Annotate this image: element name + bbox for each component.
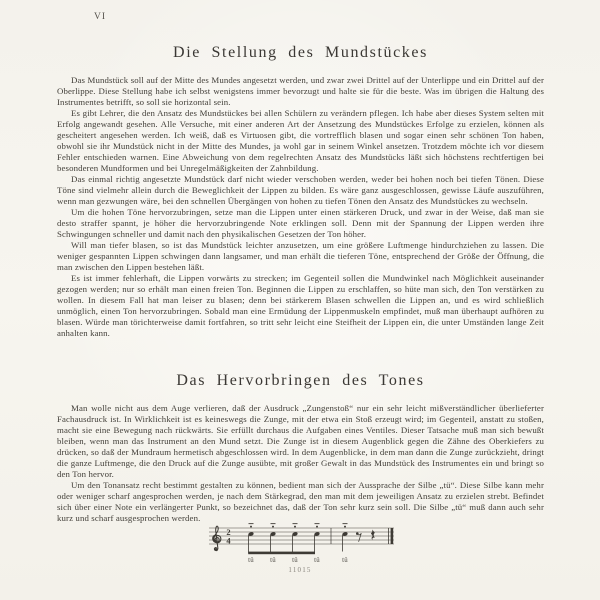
staff-lines (209, 528, 394, 544)
svg-text:4: 4 (226, 535, 231, 546)
treble-clef-icon (213, 526, 221, 550)
page-content (57, 0, 544, 524)
body-paragraph: Es ist immer fehlerhaft, die Lippen vorwärts zu strecken; im Gegenteil sollen die Mundwinkel nach Möglichkeit auseinander gezogen werden; nur so erhält man einen freien Ton. Beginnen die Lippen zu erschlaffen, so hüte man sich, den Ton verstärken zu wollen. In diesem Fall hat man leiser zu blasen; denn bei stärkerem Blasen schwellen die Lippen an, und es wird schließlich unmöglich, einen Ton hervorzubringen. Sobald man eine Ermüdung der Lippenmuskeln empfindet, muß man überhaupt aufhören zu blasen. Würde man törichterweise damit fortfahren, so tritt sehr leicht eine Steifheit der Lippen ein, die unter Umständen lange Zeit anhalten kann. (57, 273, 544, 338)
syllable-label: tü (314, 557, 320, 564)
staccato-marks (249, 523, 320, 527)
section-heading-tone-production: Das Hervorbringen des Tones (176, 372, 425, 389)
svg-text:2: 2 (226, 527, 231, 538)
body-paragraph: Will man tiefer blasen, so ist das Mundstück leichter anzusetzen, um eine größere Luftmenge hindurchziehen zu lassen. Die weniger gespannten Lippen schwingen dann langsamer, und man erhält die tieferen Töne, entsprechend der Größe der Öffnung, die man zwischen den Lippen bestehen läßt. (57, 240, 544, 272)
page-number: VI (94, 12, 107, 22)
body-paragraph: Das einmal richtig angesetzte Mundstück darf nicht wieder verschoben werden, weder bei hohen noch bei tiefen Tönen. Diese Töne sind vielmehr allein durch die Beweglichkeit der Lippen zu bilden. Es wäre ganz ausgeschlossen, gewisse Läufe auszuführen, wenn man gezwungen wäre, bei den schnellen Übergängen von hohen zu tiefen Tönen den Ansatz des Mundstückes zu wechseln. (57, 174, 544, 206)
syllable-label: tü (342, 557, 348, 564)
syllable-label: tü (270, 557, 276, 564)
body-paragraph: Man wolle nicht aus dem Auge verlieren, daß der Ausdruck „Zungenstoß“ nur ein sehr leicht mißverständlicher überlieferter Fachausdruck ist. In Wirklichkeit ist es keineswegs die Zunge, mit der etwa ein Stoß erzeugt wird; im Gegenteil, anstatt zu stoßen, macht sie eine Bewegung nach rückwärts. Sie erfüllt durchaus die Aufgaben eines Ventiles. Dieser Tatsache muß man sich bewußt bleiben, wenn man das Instrument an den Mund setzt. Die Zunge ist in diesem Augenblick gegen die Zähne des Oberkiefers zu drücken, so daß der Mundraum hermetisch abgeschlossen wird. In dem Augenblicke, in dem man dann die Zunge zurückzieht, dringt die ganze Luftmenge, die den Druck auf die Zunge ausübte, mit großer Gewalt in das Mundstück des Instrumentes ein und bringt so den Ton hervor. (57, 403, 544, 479)
quarter-rest-icon (371, 530, 375, 541)
quarter-note (342, 523, 348, 551)
syllable-label: tü (248, 557, 254, 564)
body-paragraph: Das Mundstück soll auf der Mitte des Mundes angesetzt werden, und zwar zwei Drittel auf der Unterlippe und ein Drittel auf der Oberlippe. Diese Stellung habe ich selbst wenigstens immer bevorzugt und halte sie für die beste. Was im übrigen die Haltung des Instrumentes betrifft, so soll sie horizontal sein. (57, 75, 544, 107)
body-paragraph: Es gibt Lehrer, die den Ansatz des Mundstückes bei allen Schülern zu verändern pflegen. Ich habe aber dieses System selten mit Erfolg angewandt gesehen. Alle Versuche, mit einer anderen Art der Ansetzung des Mundstückes Erfolge zu erzielen, können als gescheitert angesehen werden. Ich weiß, daß es Virtuosen gibt, die vortrefflich blasen und sogar einen sehr schönen Ton haben, obwohl sie ihr Mundstück nicht in der Mitte des Mundes, ja wohl gar in seinem Winkel ansetzen. Trotzdem möchte ich vor diesem Fehler entschieden warnen. Eine Abweichung von dem regelrechten Ansatz des Mundstücks läßt sich höchstens rechtfertigen bei besonderen Mundformen und bei Unregelmäßigkeiten der Zahnbildung. (57, 108, 544, 173)
body-paragraph: Um den Tonansatz recht bestimmt gestalten zu können, bedient man sich der Aussprache der Silbe „tü“. Diese Silbe kann mehr oder weniger scharf angesprochen werden, je nach dem Stärkegrad, den man mit dem jeweiligen Ansatz zu erzielen strebt. Befindet sich über einer Note ein verlängerter Punkt, so bezeichnet das, daß der Ton sehr kurz sein soll. Die Silbe „tü“ muß dann auch sehr kurz und scharf ausgesprochen werden. (57, 480, 544, 523)
body-paragraph: Um die hohen Töne hervorzubringen, setze man die Lippen unter einen stärkeren Druck, und zwar in der Weise, daß man sie desto straffer spannt, je höher die hervorzubringende Note erklingen soll. Denn mit der Spannung der Lippen werden ihre Schwingungen schneller und damit nach den physikalischen Gesetzen der Ton höher. (57, 207, 544, 239)
syllable-labels (248, 557, 348, 564)
eighth-rest-icon (356, 532, 361, 542)
syllable-label: tü (292, 557, 298, 564)
beam (248, 552, 315, 555)
time-signature (226, 527, 231, 545)
plate-number: 11015 (288, 566, 312, 574)
section-heading-mouthpiece-position: Die Stellung des Mundstückes (173, 44, 428, 61)
